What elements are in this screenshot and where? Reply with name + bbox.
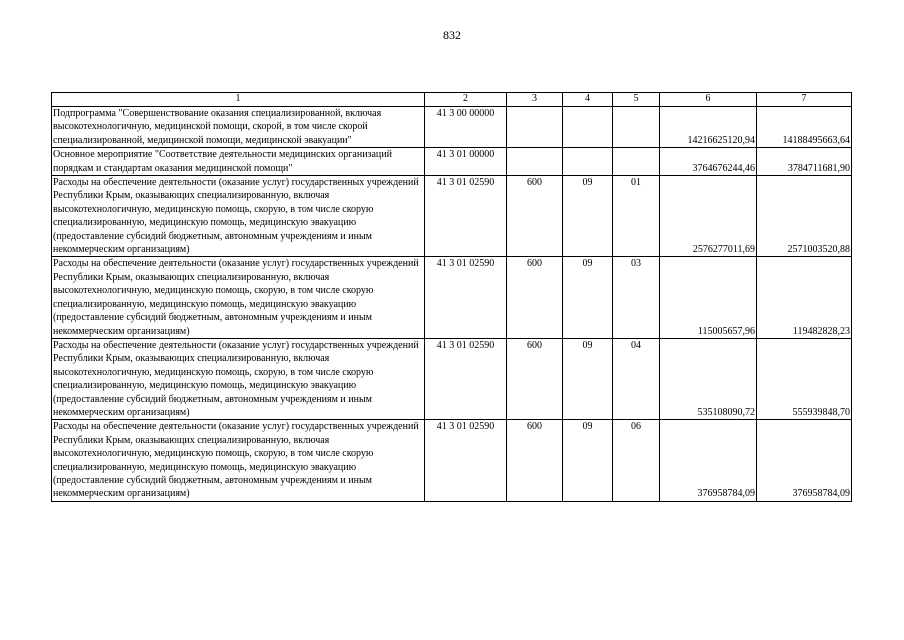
row-name-cell: Расходы на обеспечение деятельности (оказание услуг) государственных учреждений Республики Крым, оказывающих специализированную, включая высокотехнологичную, медицинскую помощь, скорую, в том числе скорую специализированную, медицинскую помощь, медицинскую эвакуацию (предоставление субсидий бюджетным, автономным учреждениям и иным некоммерческим организациям)	[52, 257, 425, 338]
amount-col6-cell: 535108090,72	[660, 338, 757, 419]
row-name-cell: Расходы на обеспечение деятельности (оказание услуг) государственных учреждений Республики Крым, оказывающих специализированную, включая высокотехнологичную, медицинскую помощь, скорую, в том числе скорую специализированную, медицинскую помощь, медицинскую эвакуацию (предоставление субсидий бюджетным, автономным учреждениям и иным некоммерческим организациям)	[52, 176, 425, 257]
subsection-cell: 03	[613, 257, 660, 338]
expense-type-cell: 600	[507, 420, 563, 501]
amount-col7-cell: 3784711681,90	[757, 148, 852, 176]
table-row	[52, 420, 852, 501]
expense-type-cell: 600	[507, 176, 563, 257]
table-row	[52, 338, 852, 419]
amount-col6-cell: 115005657,96	[660, 257, 757, 338]
column-header: 6	[660, 93, 757, 107]
amount-col6-cell: 2576277011,69	[660, 176, 757, 257]
section-cell	[563, 107, 613, 148]
subsection-cell: 04	[613, 338, 660, 419]
subsection-cell	[613, 148, 660, 176]
amount-col6-cell: 376958784,09	[660, 420, 757, 501]
target-code-cell: 41 3 01 00000	[425, 148, 507, 176]
section-cell: 09	[563, 257, 613, 338]
expense-type-cell	[507, 107, 563, 148]
amount-col7-cell: 2571003520,88	[757, 176, 852, 257]
column-header: 4	[563, 93, 613, 107]
expense-type-cell: 600	[507, 257, 563, 338]
target-code-cell: 41 3 01 02590	[425, 420, 507, 501]
section-cell: 09	[563, 420, 613, 501]
page-number: 832	[443, 28, 461, 42]
row-name-cell: Расходы на обеспечение деятельности (оказание услуг) государственных учреждений Республики Крым, оказывающих специализированную, включая высокотехнологичную, медицинскую помощь, скорую, в том числе скорую специализированную, медицинскую помощь, медицинскую эвакуацию (предоставление субсидий бюджетным, автономным учреждениям и иным некоммерческим организациям)	[52, 338, 425, 419]
table-row	[52, 148, 852, 176]
table-row	[52, 107, 852, 148]
row-name-cell: Подпрограмма "Совершенствование оказания специализированной, включая высокотехнологичную, медицинской помощи, скорой, в том числе скорой специализированной, медицинской помощи, медицинской эвакуации"	[52, 107, 425, 148]
amount-col7-cell: 119482828,23	[757, 257, 852, 338]
column-header: 3	[507, 93, 563, 107]
expense-type-cell	[507, 148, 563, 176]
amount-col6-cell: 3764676244,46	[660, 148, 757, 176]
row-name-cell: Расходы на обеспечение деятельности (оказание услуг) государственных учреждений Республики Крым, оказывающих специализированную, включая высокотехнологичную, медицинскую помощь, скорую, в том числе скорую специализированную, медицинскую помощь, медицинскую эвакуацию (предоставление субсидий бюджетным, автономным учреждениям и иным некоммерческим организациям)	[52, 420, 425, 501]
target-code-cell: 41 3 01 02590	[425, 176, 507, 257]
column-header: 5	[613, 93, 660, 107]
target-code-cell: 41 3 01 02590	[425, 338, 507, 419]
subsection-cell: 06	[613, 420, 660, 501]
target-code-cell: 41 3 01 02590	[425, 257, 507, 338]
amount-col7-cell: 14188495663,64	[757, 107, 852, 148]
amount-col6-cell: 14216625120,94	[660, 107, 757, 148]
section-cell: 09	[563, 176, 613, 257]
section-cell	[563, 148, 613, 176]
table-header-row	[52, 93, 852, 107]
column-header: 1	[52, 93, 425, 107]
row-name-cell: Основное мероприятие "Соответствие деятельности медицинских организаций порядкам и стандартам оказания медицинской помощи"	[52, 148, 425, 176]
amount-col7-cell: 555939848,70	[757, 338, 852, 419]
expense-type-cell: 600	[507, 338, 563, 419]
subsection-cell: 01	[613, 176, 660, 257]
table-row	[52, 176, 852, 257]
target-code-cell: 41 3 00 00000	[425, 107, 507, 148]
section-cell: 09	[563, 338, 613, 419]
column-header: 2	[425, 93, 507, 107]
budget-table	[51, 92, 852, 502]
subsection-cell	[613, 107, 660, 148]
column-header: 7	[757, 93, 852, 107]
amount-col7-cell: 376958784,09	[757, 420, 852, 501]
table-row	[52, 257, 852, 338]
